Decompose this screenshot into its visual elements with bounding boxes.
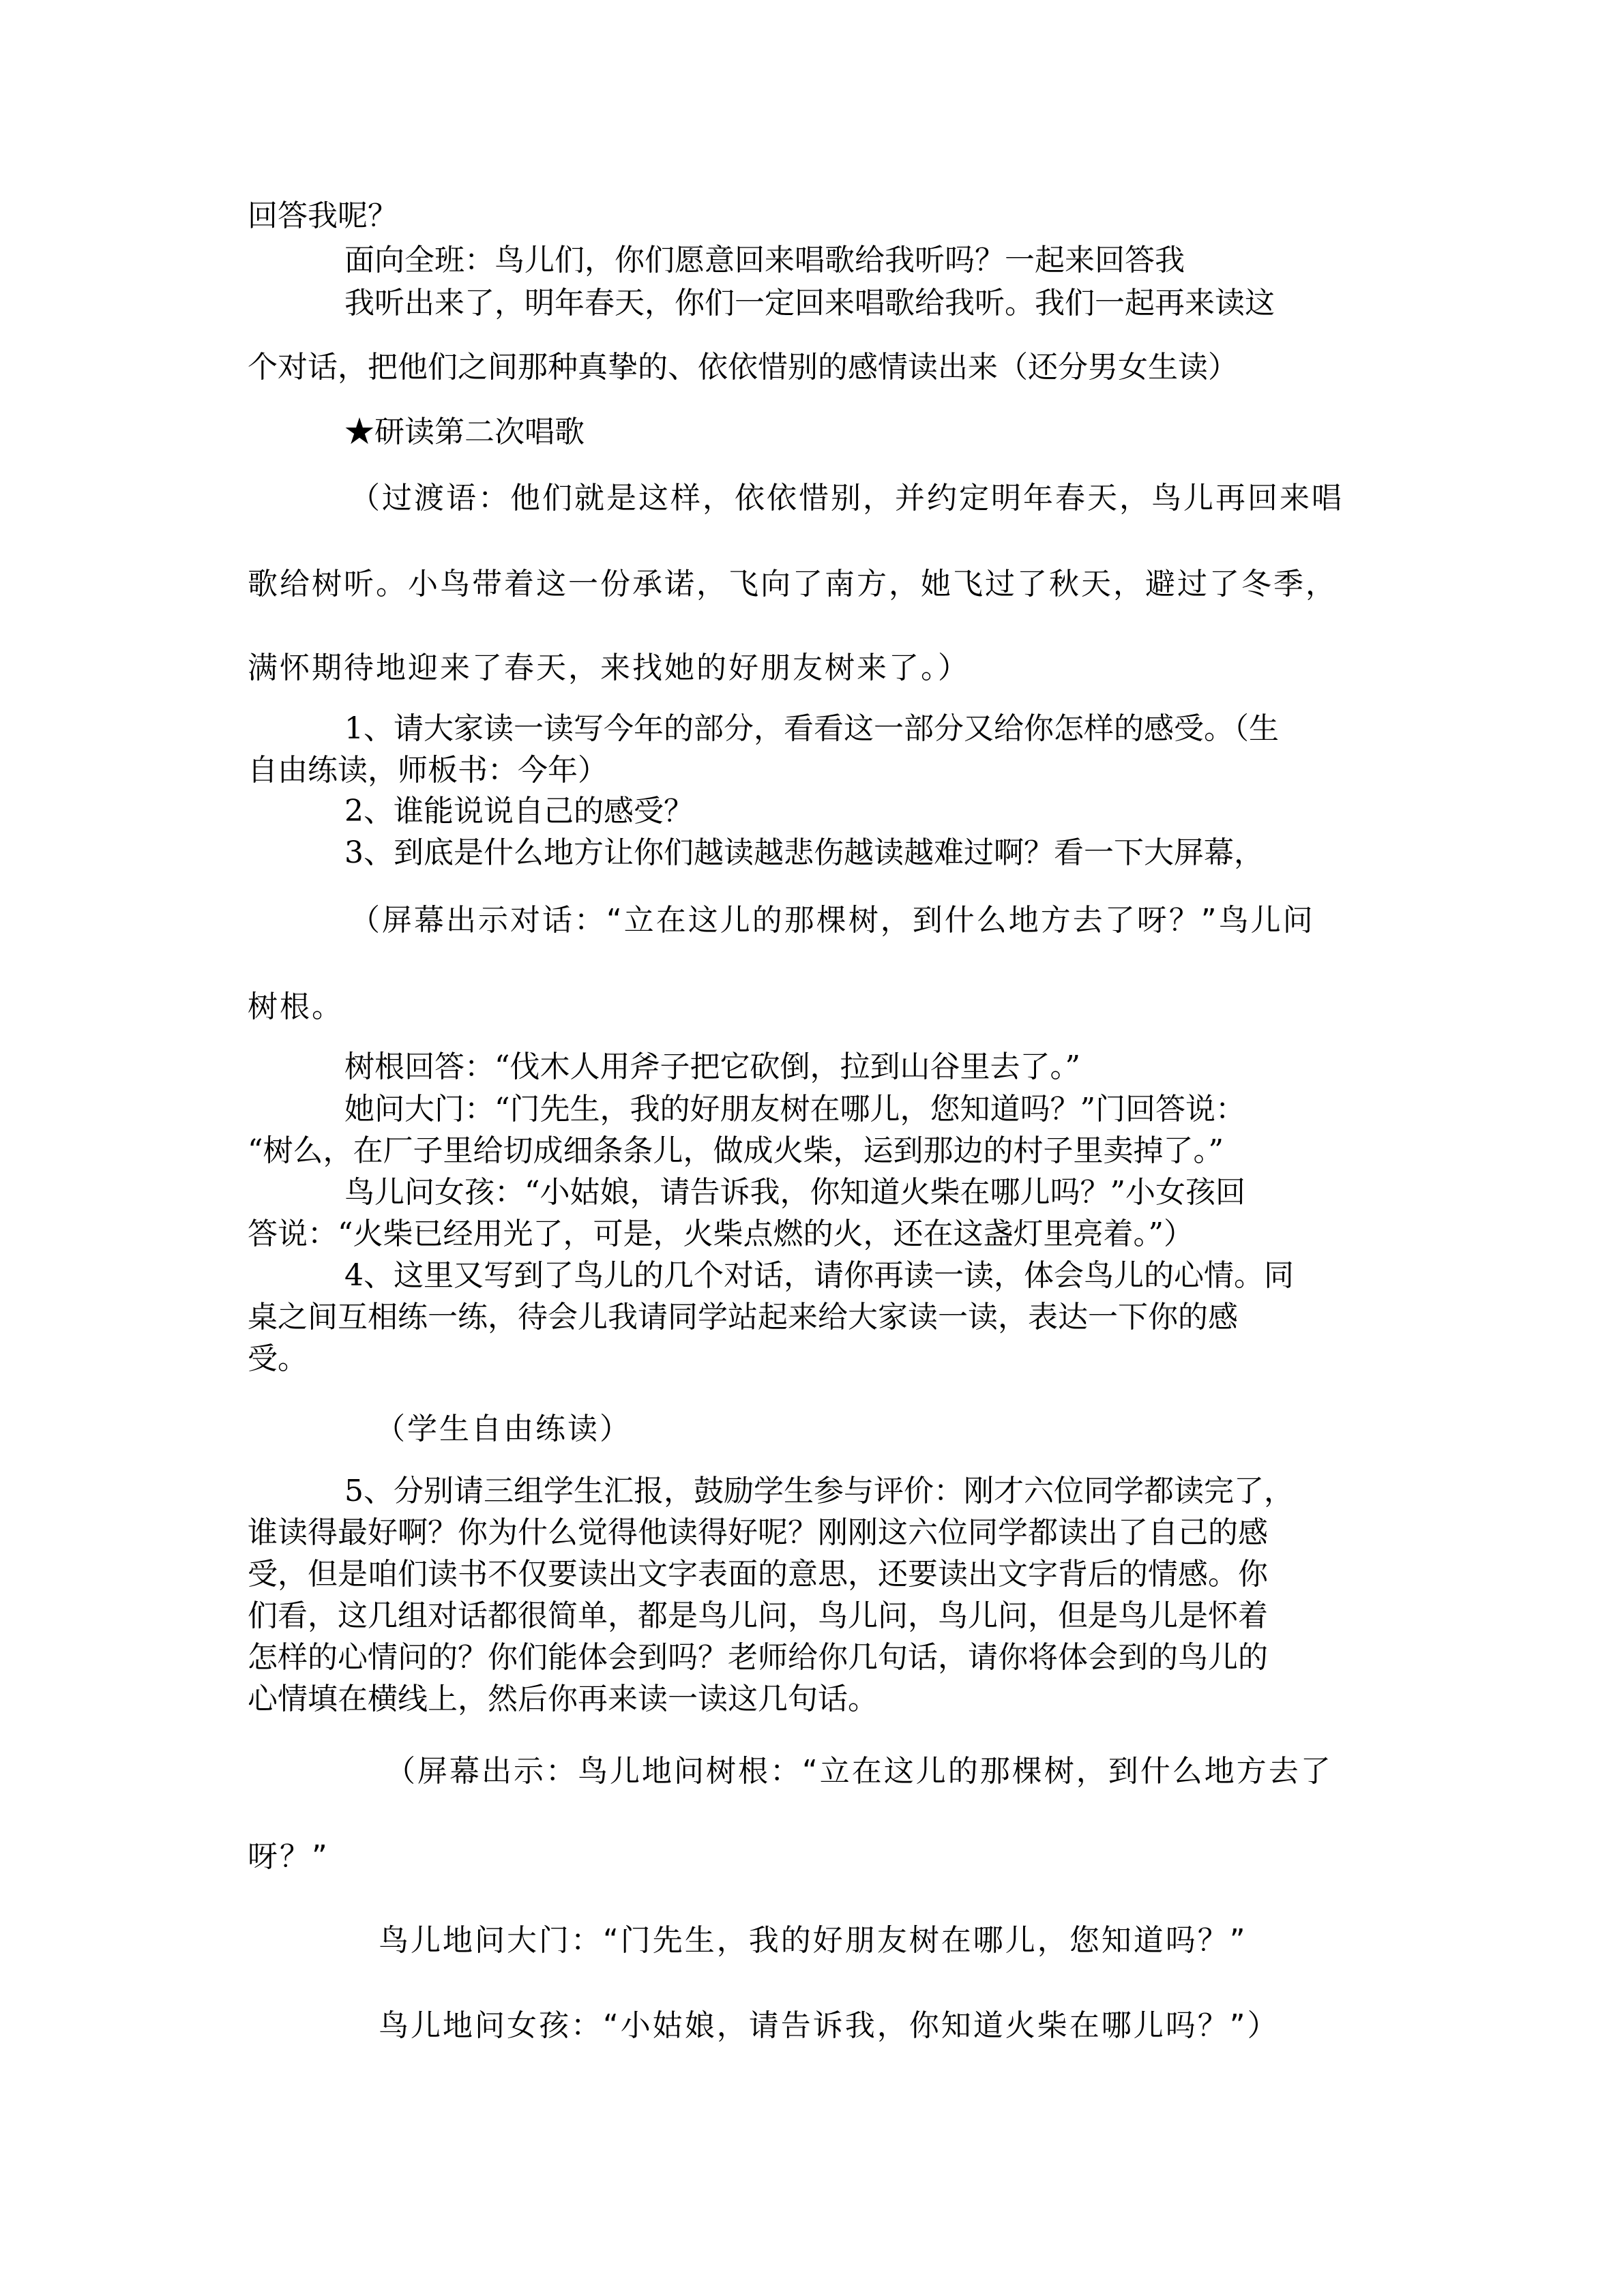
text-line: 鸟儿问女孩：“小姑娘，请告诉我，你知道火柴在哪儿吗？”小女孩回 [344,1175,1245,1210]
text-line: 5、分别请三组学生汇报，鼓励学生参与评价：刚才六位同学都读完了， [344,1474,1294,1508]
transition-text-line: 歌给树听。小鸟带着这一份承诺，飞向了南方，她飞过了秋天，避过了冬季， [248,567,1338,601]
text-line: “树么，在厂子里给切成细条条儿，做成火柴，运到那边的村子里卖掉了。” [248,1133,1224,1168]
text-line: 受，但是咱们读书不仅要读出文字表面的意思，还要读出文字背后的情感。你 [248,1557,1268,1592]
text-line: 们看，这几组对话都很简单，都是鸟儿问，鸟儿问，鸟儿问，但是鸟儿是怀着 [248,1598,1268,1633]
text-line: 2、谁能说说自己的感受？ [344,794,694,829]
text-line: 自由练读，师板书：今年） [248,753,608,788]
transition-text-line: 满怀期待地迎来了春天，来找她的好朋友树来了。） [248,651,970,685]
text-line: 答说：“火柴已经用光了，可是，火柴点燃的火，还在这盏灯里亮着。”） [248,1217,1194,1251]
screen-text-line: 树根。 [248,989,344,1024]
text-line: 受。 [248,1341,308,1376]
screen-text-line: 鸟儿地问大门：“门先生，我的好朋友树在哪儿，您知道吗？” [379,1923,1247,1958]
text-line: 1、请大家读一读写今年的部分，看看这一部分又给你怎样的感受。（生 [344,711,1279,746]
text-line: 桌之间互相练一练，待会儿我请同学站起来给大家读一读，表达一下你的感 [248,1300,1238,1335]
screen-text-line: （屏幕出示对话：“立在这儿的那棵树，到什么地方去了呀？”鸟儿问 [350,903,1315,938]
screen-text-line: 鸟儿地问女孩：“小姑娘，请告诉我，你知道火柴在哪儿吗？”） [379,2008,1280,2043]
transition-text-line: （过渡语：他们就是这样，依依惜别，并约定明年春天，鸟儿再回来唱 [350,481,1344,516]
text-line: 她问大门：“门先生，我的好朋友树在哪儿，您知道吗？”门回答说： [344,1092,1245,1127]
screen-text-line: （屏幕出示：鸟儿地问树根：“立在这儿的那棵树，到什么地方去了 [385,1754,1333,1789]
text-line: 树根回答：“伐木人用斧子把它砍倒，拉到山谷里去了。” [344,1049,1080,1084]
section-heading: ★研读第二次唱歌 [344,415,585,449]
text-line: 怎样的心情问的？你们能体会到吗？老师给你几句话，请你将体会到的鸟儿的 [248,1640,1268,1675]
text-line: 面向全班：鸟儿们，你们愿意回来唱歌给我听吗？一起来回答我 [344,243,1185,278]
text-line: 我听出来了，明年春天，你们一定回来唱歌给我听。我们一起再来读这 [344,286,1275,320]
text-line: 个对话，把他们之间那种真挚的、依依惜别的感情读出来（还分男女生读） [248,350,1238,385]
practice-note: （学生自由练读） [375,1412,632,1446]
text-line: 3、到底是什么地方让你们越读越悲伤越读越难过啊？看一下大屏幕， [344,835,1264,870]
text-line: 4、这里又写到了鸟儿的几个对话，请你再读一读，体会鸟儿的心情。同 [344,1258,1294,1293]
text-line: 谁读得最好啊？你为什么觉得他读得好呢？刚刚这六位同学都读出了自己的感 [248,1515,1268,1550]
text-line: 回答我呢？ [248,198,398,233]
screen-text-line: 呀？” [248,1839,329,1874]
text-line: 心情填在横线上，然后你再来读一读这几句话。 [248,1682,878,1716]
